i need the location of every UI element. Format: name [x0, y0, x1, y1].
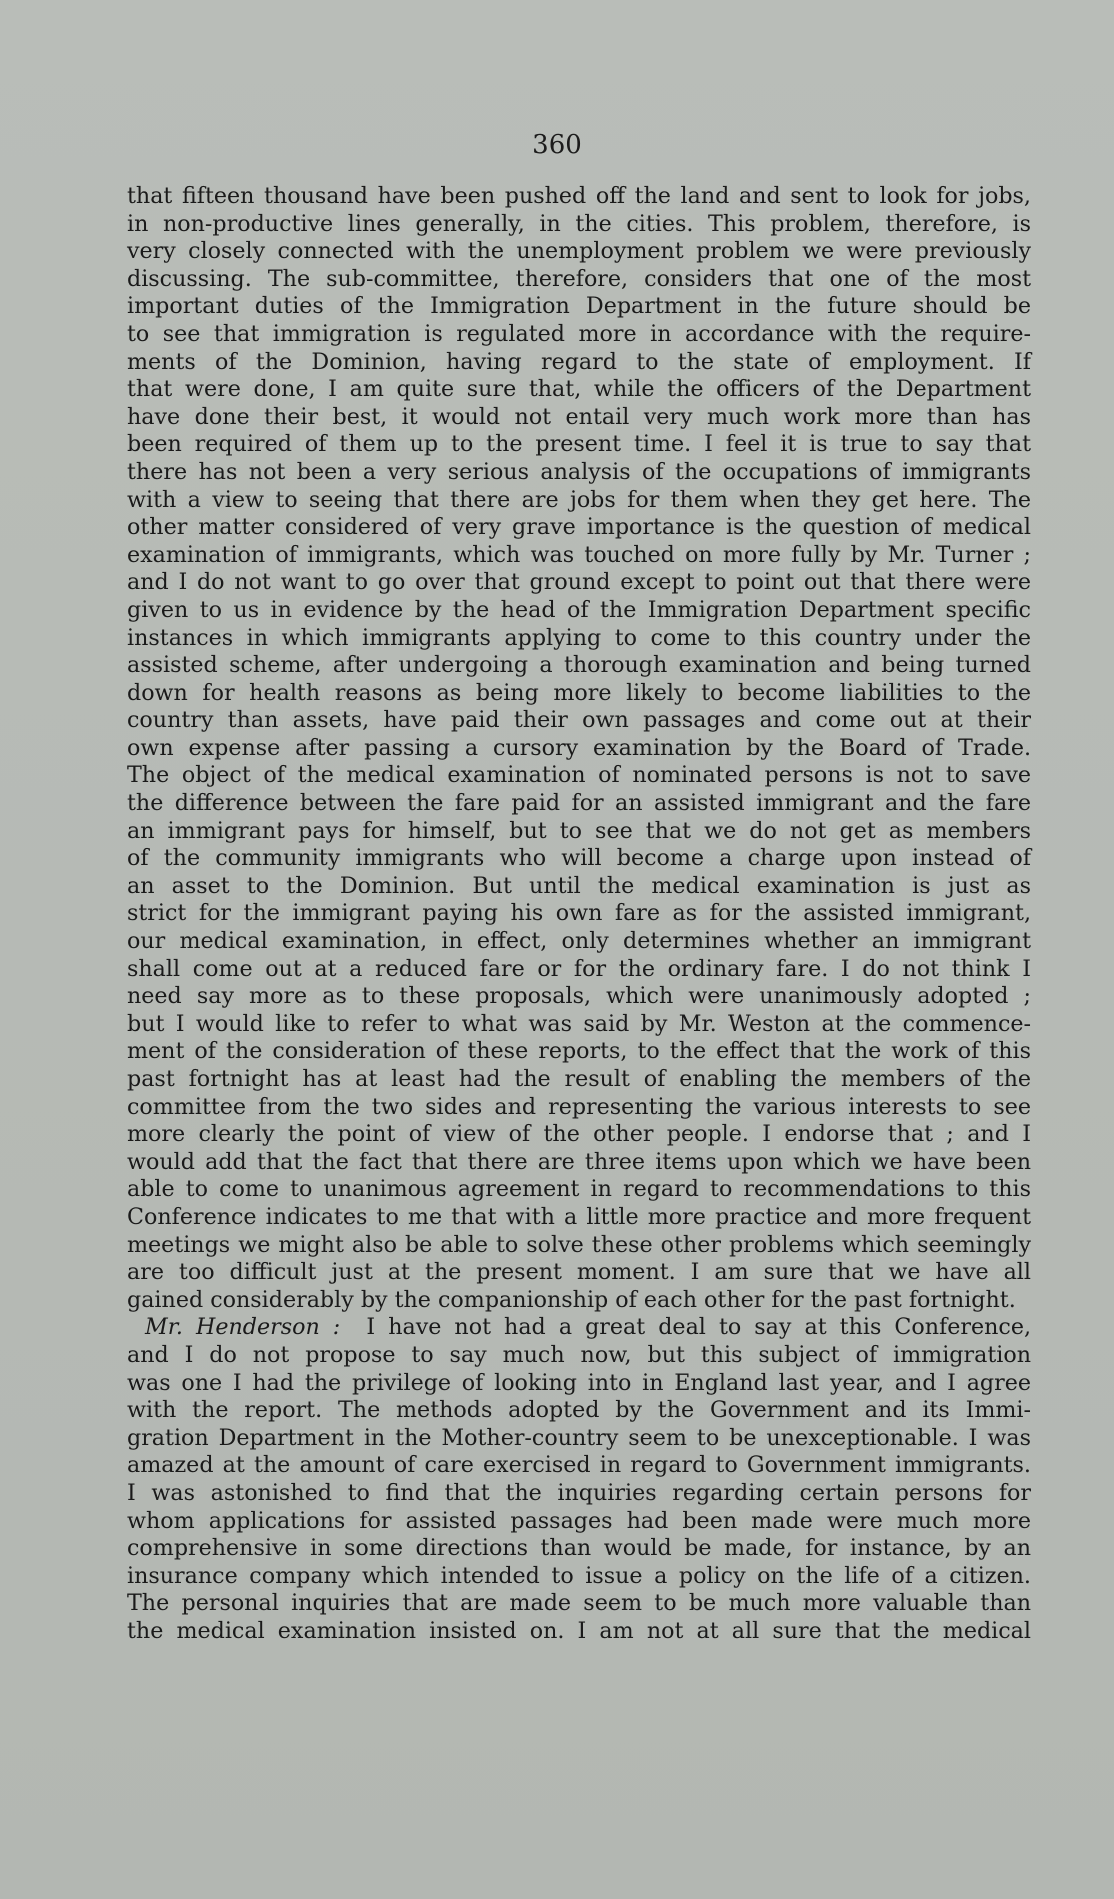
- text-line: there has not been a very serious analysis of the occupations of immigrants: [127, 458, 1031, 485]
- text-line: very closely connected with the unemployment problem we were previously: [127, 238, 1031, 265]
- body-text: [127, 183, 1031, 1645]
- text-line: country than assets, have paid their own passages and come out at their: [127, 707, 1031, 734]
- text-line: other matter considered of very grave importance is the question of medical: [127, 514, 1031, 541]
- text-line: more clearly the point of view of the other people. I endorse that ; and I: [127, 1121, 1031, 1148]
- text-line: gained considerably by the companionship of each other for the past fortnight.: [127, 1286, 1016, 1313]
- text-line: gration Department in the Mother-country seem to be unexceptionable. I was: [127, 1424, 1031, 1451]
- text-line: I was astonished to find that the inquiries regarding certain persons for: [127, 1479, 1031, 1506]
- text-line: able to come to unanimous agreement in regard to recommendations to this: [127, 1176, 1031, 1203]
- text-line: comprehensive in some directions than would be made, for instance, by an: [127, 1535, 1031, 1562]
- text-line: committee from the two sides and representing the various interests to see: [127, 1093, 1031, 1120]
- text-line: instances in which immigrants applying to come to this country under the: [127, 624, 1031, 651]
- text-line: have done their best, it would not entail very much work more than has: [127, 403, 1031, 430]
- text-line: own expense after passing a cursory examination by the Board of Trade.: [127, 734, 1031, 761]
- text-line: assisted scheme, after undergoing a thorough examination and being turned: [127, 652, 1031, 679]
- text-line: in non-productive lines generally, in the cities. This problem, therefore, is: [127, 210, 1031, 237]
- text-line: given to us in evidence by the head of the Immigration Department specific: [127, 596, 1031, 623]
- text-line: ments of the Dominion, having regard to the state of employment. If: [127, 348, 1031, 375]
- text-line: to see that immigration is regulated more in accordance with the require-: [127, 320, 1031, 347]
- text-line: meetings we might also be able to solve these other problems which seemingly: [127, 1231, 1031, 1258]
- text-line: the medical examination insisted on. I am not at all sure that the medical: [127, 1617, 1031, 1644]
- text-line: amazed at the amount of care exercised in regard to Government immigrants.: [127, 1452, 1031, 1479]
- text-line: insurance company which intended to issue a policy on the life of a citizen.: [127, 1562, 1031, 1589]
- text-line: examination of immigrants, which was touched on more fully by Mr. Turner ;: [127, 541, 1031, 568]
- text-line: past fortnight has at least had the result of enabling the members of the: [127, 1066, 1031, 1092]
- text-line: with the report. The methods adopted by the Government and its Immi-: [127, 1397, 1031, 1424]
- text-line: The personal inquiries that are made seem to be much more valuable than: [127, 1590, 1031, 1617]
- text-line: Conference indicates to me that with a little more practice and more frequent: [127, 1203, 1031, 1230]
- text-line: that fifteen thousand have been pushed off the land and sent to look for jobs,: [127, 183, 1031, 209]
- text-line: whom applications for assisted passages had been made were much more: [127, 1507, 1031, 1534]
- paragraph-1: [127, 183, 1031, 1314]
- text-line: ment of the consideration of these reports, to the effect that the work of this: [127, 1038, 1031, 1065]
- text-line: would add that the fact that there are three items upon which we have been: [127, 1148, 1031, 1175]
- text-line: that were done, I am quite sure that, while the officers of the Department: [127, 376, 1031, 403]
- text-line: [127, 1314, 1031, 1342]
- text-line: of the community immigrants who will become a charge upon instead of: [127, 845, 1031, 872]
- text-line: was one I had the privilege of looking into in England last year, and I agree: [127, 1369, 1031, 1396]
- speaker-name: Mr. Henderson :: [145, 1314, 341, 1341]
- text-line: our medical examination, in effect, only determines whether an immigrant: [127, 928, 1031, 955]
- text-line: and I do not propose to say much now, but this subject of immigration: [127, 1341, 1031, 1368]
- text-line: discussing. The sub-committee, therefore, considers that one of the most: [127, 265, 1031, 292]
- text-line: with a view to seeing that there are jobs for them when they get here. The: [127, 486, 1031, 513]
- text-line: strict for the immigrant paying his own fare as for the assisted immigrant,: [127, 900, 1031, 927]
- text-line: the difference between the fare paid for an assisted immigrant and the fare: [127, 790, 1031, 817]
- text-line: important duties of the Immigration Department in the future should be: [127, 293, 1031, 320]
- text-line: been required of them up to the present time. I feel it is true to say that: [127, 431, 1031, 458]
- text-line: need say more as to these proposals, which were unanimously adopted ;: [127, 983, 1031, 1010]
- page-number: 360: [532, 130, 582, 160]
- text-line: down for health reasons as being more likely to become liabilities to the: [127, 679, 1031, 706]
- text-line: are too difficult just at the present moment. I am sure that we have all: [127, 1259, 1031, 1286]
- text-line: The object of the medical examination of nominated persons is not to save: [127, 762, 1031, 789]
- text-line: but I would like to refer to what was said by Mr. Weston at the commence-: [127, 1010, 1031, 1037]
- text-line: an asset to the Dominion. But until the medical examination is just as: [127, 872, 1031, 899]
- speaker-first-line: I have not had a great deal to say at this Conference,: [366, 1314, 1032, 1341]
- paragraph-2: [127, 1314, 1031, 1645]
- text-line: an immigrant pays for himself, but to see that we do not get as members: [127, 817, 1031, 844]
- text-line: and I do not want to go over that ground except to point out that there were: [127, 569, 1031, 596]
- text-line: shall come out at a reduced fare or for the ordinary fare. I do not think I: [127, 955, 1031, 982]
